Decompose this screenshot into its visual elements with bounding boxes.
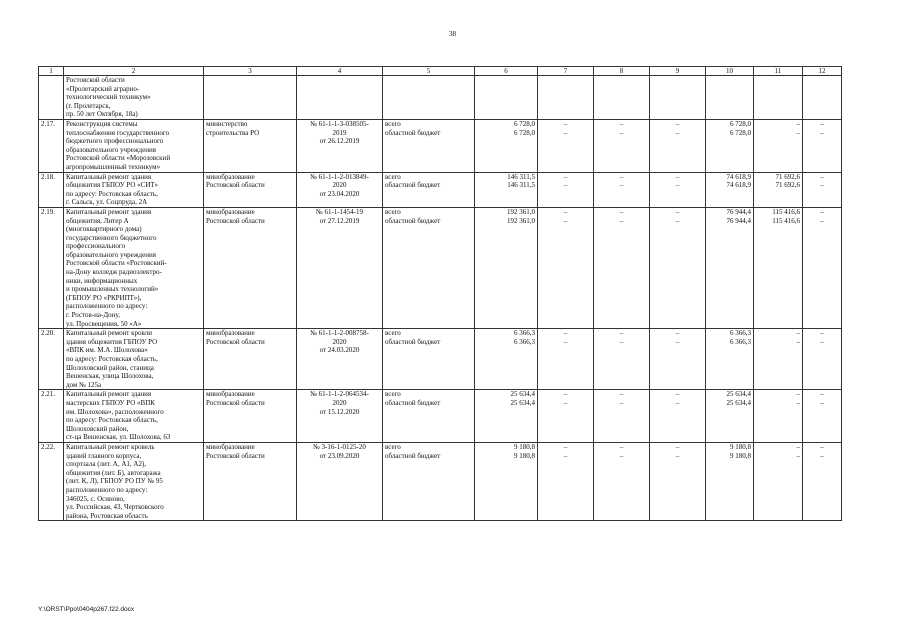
cell-line: технологический техникум» — [66, 93, 151, 102]
funding-source-cell — [383, 207, 475, 328]
cell-line: 6 728,0 — [514, 119, 535, 128]
cell-line: – — [675, 442, 680, 451]
cell-line: – — [563, 329, 568, 338]
header-col-4: 4 — [297, 67, 383, 76]
header-col-3: 3 — [204, 67, 297, 76]
cell-line: – — [675, 398, 680, 407]
cell-line: от 24.03.2020 — [319, 346, 360, 355]
table-row — [39, 119, 842, 172]
cell-line: профессионального — [66, 242, 126, 251]
cell-line: 6 366,3 — [730, 337, 751, 346]
amount-col-10-cell — [706, 172, 754, 207]
cell-line: минобразование — [206, 329, 255, 338]
amount-col-10-cell — [706, 119, 754, 172]
cell-line: 9 180,8 — [514, 451, 535, 460]
cell-line: – — [675, 451, 680, 460]
cell-line: – — [796, 119, 800, 128]
file-path-footer: Y:\ORST\Ppo\0404p267.f22.docx — [38, 606, 135, 613]
customer-cell — [204, 390, 297, 443]
cell-line: 2020 — [332, 398, 347, 407]
amount-col-12-cell — [803, 119, 842, 172]
cell-line: – — [820, 181, 824, 190]
amount-col-7-cell — [538, 442, 594, 520]
document-cell — [297, 329, 383, 390]
cell-line: – — [820, 119, 824, 128]
cell-line: – — [796, 442, 800, 451]
cell-line: – — [563, 172, 568, 181]
cell-line: по адресу: Ростовская область, — [66, 416, 158, 425]
cell-line: – — [820, 172, 824, 181]
cell-line: минобразование — [206, 207, 255, 216]
cell-line: – — [619, 181, 624, 190]
cell-line: от 15.12.2020 — [319, 407, 360, 416]
cell-line: 115 416,6 — [772, 207, 800, 216]
cell-line: Шолоховский район, станица — [66, 363, 154, 372]
cell-line: – — [619, 216, 624, 225]
cell-line: 74 618,9 — [726, 172, 751, 181]
cell-line: областной бюджет — [385, 216, 441, 225]
cell-line: – — [796, 451, 800, 460]
cell-line: 2020 — [332, 181, 347, 190]
cell-line: от 27.12.2019 — [319, 216, 360, 225]
amount-col-11-cell — [754, 329, 803, 390]
cell-line: расположенного по адресу: — [66, 302, 148, 311]
cell-line: 146 311,5 — [507, 172, 535, 181]
cell-line: зданий главного корпуса, — [66, 451, 142, 460]
investment-table — [38, 66, 842, 521]
cell-line: от 26.12.2019 — [319, 137, 360, 146]
row-number-cell: 2.19. — [39, 207, 64, 328]
funding-source-cell — [383, 390, 475, 443]
amount-col-8-cell — [594, 390, 650, 443]
cell-line: от 23.09.2020 — [319, 451, 360, 460]
cell-line: 6 366,3 — [514, 337, 535, 346]
header-col-11: 11 — [754, 67, 803, 76]
cell-line: всего — [385, 172, 401, 181]
header-col-7: 7 — [538, 67, 594, 76]
cell-line: Реконструкция системы — [66, 119, 138, 128]
cell-line: Капитальный ремонт кровли — [66, 329, 152, 338]
header-col-12: 12 — [803, 67, 842, 76]
customer-cell — [204, 207, 297, 328]
cell-line: – — [563, 390, 568, 399]
amount-col-9-cell — [650, 442, 706, 520]
cell-line: на-Дону колледж радиоэлектро- — [66, 268, 162, 277]
cell-line: 71 692,6 — [775, 181, 800, 190]
cell-line: № 61-1-1-2-008758- — [310, 329, 369, 338]
cell-line: общежития ГБПОУ РО «СИТ» — [66, 181, 159, 190]
cell-line: № 3-16-1-0125-20 — [313, 442, 366, 451]
customer-cell — [204, 442, 297, 520]
amount-col-12-cell — [803, 172, 842, 207]
cell-line: (ГБПОУ РО «РКРИПТ»), — [66, 293, 142, 302]
cell-line: спортзала (лит. А, А1, А2), — [66, 460, 147, 469]
row-number-cell — [39, 76, 64, 120]
cell-line: пр. 50 лет Октября, 18а) — [66, 110, 138, 119]
amount-col-7-cell — [538, 207, 594, 328]
cell-line: областной бюджет — [385, 181, 441, 190]
cell-line: Капитальный ремонт здания — [66, 172, 152, 181]
cell-line: ст-ца Вешенская, ул. Шолохова, 63 — [66, 433, 171, 442]
cell-line: – — [820, 207, 824, 216]
cell-line: всего — [385, 442, 401, 451]
cell-line: – — [820, 329, 824, 338]
cell-line: – — [675, 337, 680, 346]
cell-line: ул. Просвещения, 50 «А» — [66, 319, 142, 328]
customer-cell — [204, 172, 297, 207]
amount-col-9-cell — [650, 172, 706, 207]
cell-line: 25 634,4 — [510, 390, 535, 399]
cell-line: «Пролетарский аграрно- — [66, 84, 140, 93]
amount-col-11-cell — [754, 442, 803, 520]
funding-source-cell — [383, 442, 475, 520]
amount-col-12-cell — [803, 442, 842, 520]
customer-cell — [204, 119, 297, 172]
cell-line: Вешенская, улица Шолохова, — [66, 372, 154, 381]
amount-col-12-cell — [803, 207, 842, 328]
cell-line: дом № 125а — [66, 380, 102, 389]
cell-line: 76 944,4 — [726, 216, 751, 225]
cell-line: мастерских ГБПОУ РО «ВПК — [66, 398, 155, 407]
amount-col-6-cell — [475, 119, 538, 172]
header-col-9: 9 — [650, 67, 706, 76]
cell-line: 146 311,5 — [507, 181, 535, 190]
document-cell — [297, 442, 383, 520]
cell-line: 6 728,0 — [730, 119, 751, 128]
table-row — [39, 207, 842, 328]
amount-col-11-cell — [754, 119, 803, 172]
cell-line: – — [675, 390, 680, 399]
cell-line: всего — [385, 207, 401, 216]
amount-col-8-cell — [594, 119, 650, 172]
amount-col-7-cell — [538, 76, 594, 120]
page-number: 38 — [449, 30, 456, 38]
cell-line: – — [820, 216, 824, 225]
cell-line: – — [563, 207, 568, 216]
cell-line: 2020 — [332, 337, 347, 346]
cell-line: 9 180,8 — [730, 451, 751, 460]
document-cell — [297, 207, 383, 328]
cell-line: областной бюджет — [385, 398, 441, 407]
amount-col-8-cell — [594, 329, 650, 390]
cell-line: 6 366,3 — [514, 329, 535, 338]
cell-line: – — [563, 119, 568, 128]
amount-col-6-cell — [475, 172, 538, 207]
cell-line: областной бюджет — [385, 337, 441, 346]
cell-line: агропромышленный техникум» — [66, 162, 161, 171]
object-name-cell — [64, 207, 204, 328]
cell-line: – — [619, 398, 624, 407]
cell-line: минобразование — [206, 442, 255, 451]
row-number-cell: 2.20. — [39, 329, 64, 390]
cell-line: Капитальный ремонт здания — [66, 207, 152, 216]
amount-col-7-cell — [538, 390, 594, 443]
header-col-6: 6 — [475, 67, 538, 76]
cell-line: по адресу: Ростовская область, — [66, 189, 158, 198]
cell-line: № 61-1-1-2-064534- — [310, 390, 369, 399]
cell-line: (лит. К, Л), ГБПОУ РО ПУ № 95 — [66, 477, 163, 486]
amount-col-8-cell — [594, 172, 650, 207]
header-row — [39, 67, 842, 76]
cell-line: общежития (лит. Б), автогаража — [66, 468, 161, 477]
amount-col-8-cell — [594, 207, 650, 328]
document-cell — [297, 172, 383, 207]
table-row — [39, 442, 842, 520]
funding-source-cell — [383, 76, 475, 120]
table-row — [39, 390, 842, 443]
amount-col-6-cell — [475, 390, 538, 443]
cell-line: – — [563, 128, 568, 137]
cell-line: строительства РО — [206, 128, 260, 137]
cell-line: и промышленных технологий» — [66, 285, 159, 294]
cell-line: бюджетного профессионального — [66, 137, 164, 146]
row-number-cell: 2.17. — [39, 119, 64, 172]
cell-line: ул. Российская, 43, Чертковского — [66, 503, 164, 512]
cell-line: – — [796, 337, 800, 346]
amount-col-9-cell — [650, 207, 706, 328]
cell-line: г. Ростов-на-Дону, — [66, 311, 120, 320]
cell-line: – — [563, 337, 568, 346]
cell-line: от 23.04.2020 — [319, 189, 360, 198]
header-col-8: 8 — [594, 67, 650, 76]
table-row — [39, 76, 842, 120]
cell-line: – — [619, 390, 624, 399]
cell-line: – — [796, 329, 800, 338]
cell-line: района, Ростовская область — [66, 511, 148, 520]
cell-line: 74 618,9 — [726, 181, 751, 190]
cell-line: Капитальный ремонт кровель — [66, 442, 155, 451]
cell-line: образовательного учреждения — [66, 145, 156, 154]
object-name-cell — [64, 172, 204, 207]
cell-line: – — [675, 172, 680, 181]
document-cell — [297, 390, 383, 443]
cell-line: – — [563, 398, 568, 407]
cell-line: – — [796, 390, 800, 399]
cell-line: всего — [385, 329, 401, 338]
row-number-cell: 2.22. — [39, 442, 64, 520]
cell-line: 346025, с. Осиново, — [66, 494, 125, 503]
cell-line: государственного бюджетного — [66, 233, 157, 242]
cell-line: ники, информационных — [66, 276, 138, 285]
cell-line: 6 728,0 — [730, 128, 751, 137]
cell-line: – — [675, 207, 680, 216]
amount-col-12-cell — [803, 76, 842, 120]
cell-line: – — [675, 181, 680, 190]
cell-line: всего — [385, 390, 401, 399]
amount-col-12-cell — [803, 329, 842, 390]
cell-line: Ростовской области «Морозовский — [66, 154, 171, 163]
row-number-cell: 2.18. — [39, 172, 64, 207]
cell-line: Ростовской области — [206, 181, 265, 190]
cell-line: министерство — [206, 119, 248, 128]
cell-line: – — [820, 128, 824, 137]
amount-col-10-cell — [706, 76, 754, 120]
cell-line: Капитальный ремонт здания — [66, 390, 152, 399]
cell-line: – — [619, 172, 624, 181]
cell-line: минобразование — [206, 390, 255, 399]
cell-line: 192 361,0 — [507, 216, 535, 225]
cell-line: – — [820, 398, 824, 407]
cell-line: – — [675, 119, 680, 128]
cell-line: г. Сальск, ул. Соцпруда, 2А — [66, 198, 148, 207]
cell-line: 115 416,6 — [772, 216, 800, 225]
document-cell — [297, 119, 383, 172]
cell-line: – — [563, 442, 568, 451]
cell-line: 6 728,0 — [514, 128, 535, 137]
cell-line: – — [619, 451, 624, 460]
amount-col-6-cell — [475, 76, 538, 120]
cell-line: – — [796, 398, 800, 407]
cell-line: «ВПК им. М.А. Шолохова» — [66, 346, 148, 355]
header-col-2: 2 — [64, 67, 204, 76]
amount-col-7-cell — [538, 172, 594, 207]
cell-line: 9 180,8 — [730, 442, 751, 451]
cell-line: – — [675, 216, 680, 225]
amount-col-6-cell — [475, 207, 538, 328]
table-row — [39, 329, 842, 390]
amount-col-7-cell — [538, 119, 594, 172]
cell-line: (г. Пролетарск, — [66, 101, 111, 110]
cell-line: – — [675, 329, 680, 338]
cell-line: минобразование — [206, 172, 255, 181]
cell-line: – — [820, 390, 824, 399]
cell-line: Ростовской области — [206, 216, 265, 225]
amount-col-10-cell — [706, 207, 754, 328]
cell-line: № 61-1-1454-19 — [316, 207, 363, 216]
amount-col-12-cell — [803, 390, 842, 443]
object-name-cell — [64, 390, 204, 443]
cell-line: – — [619, 337, 624, 346]
cell-line: 71 692,6 — [775, 172, 800, 181]
cell-line: всего — [385, 119, 401, 128]
object-name-cell — [64, 119, 204, 172]
cell-line: – — [563, 451, 568, 460]
cell-line: – — [619, 119, 624, 128]
cell-line: общежития, Литер А — [66, 216, 129, 225]
amount-col-8-cell — [594, 76, 650, 120]
cell-line: 9 180,8 — [514, 442, 535, 451]
object-name-cell — [64, 329, 204, 390]
cell-line: 76 944,4 — [726, 207, 751, 216]
amount-col-8-cell — [594, 442, 650, 520]
amount-col-10-cell — [706, 442, 754, 520]
cell-line: Ростовской области — [206, 337, 265, 346]
header-col-5: 5 — [383, 67, 475, 76]
amount-col-6-cell — [475, 442, 538, 520]
amount-col-6-cell — [475, 329, 538, 390]
funding-source-cell — [383, 119, 475, 172]
document-cell — [297, 76, 383, 120]
amount-col-9-cell — [650, 390, 706, 443]
cell-line: – — [563, 181, 568, 190]
object-name-cell — [64, 442, 204, 520]
funding-source-cell — [383, 172, 475, 207]
amount-col-9-cell — [650, 76, 706, 120]
cell-line: по адресу: Ростовская область, — [66, 355, 158, 363]
cell-line: – — [820, 451, 824, 460]
cell-line: № 61-1-1-3-038505- — [310, 119, 369, 128]
cell-line: областной бюджет — [385, 128, 441, 137]
cell-line: – — [563, 216, 568, 225]
cell-line: 192 361,0 — [507, 207, 535, 216]
cell-line: 25 634,4 — [510, 398, 535, 407]
object-name-cell — [64, 76, 204, 120]
cell-line: 25 634,4 — [726, 390, 751, 399]
customer-cell — [204, 329, 297, 390]
cell-line: – — [820, 337, 824, 346]
cell-line: 6 366,3 — [730, 329, 751, 338]
cell-line: – — [619, 442, 624, 451]
table-row — [39, 172, 842, 207]
header-col-10: 10 — [706, 67, 754, 76]
customer-cell — [204, 76, 297, 120]
amount-col-10-cell — [706, 329, 754, 390]
cell-line: Ростовской области — [66, 76, 125, 84]
cell-line: Ростовской области — [206, 451, 265, 460]
amount-col-7-cell — [538, 329, 594, 390]
cell-line: – — [619, 128, 624, 137]
cell-line: областной бюджет — [385, 451, 441, 460]
cell-line: теплоснабжения государственного — [66, 128, 170, 137]
row-number-cell: 2.21. — [39, 390, 64, 443]
amount-col-10-cell — [706, 390, 754, 443]
cell-line: – — [619, 329, 624, 338]
amount-col-9-cell — [650, 329, 706, 390]
cell-line: – — [675, 128, 680, 137]
amount-col-11-cell — [754, 207, 803, 328]
cell-line: Ростовской области — [206, 398, 265, 407]
cell-line: здания общежития ГБПОУ РО — [66, 337, 158, 346]
cell-line: им. Шолохова», расположенного — [66, 407, 164, 416]
cell-line: 2019 — [332, 128, 347, 137]
header-col-1: 1 — [39, 67, 64, 76]
cell-line: – — [619, 207, 624, 216]
cell-line: образовательного учреждения — [66, 250, 156, 259]
amount-col-11-cell — [754, 172, 803, 207]
funding-source-cell — [383, 329, 475, 390]
amount-col-11-cell — [754, 76, 803, 120]
cell-line: Шолоховский район, — [66, 424, 129, 433]
cell-line: (многоквартирного дома) — [66, 225, 142, 234]
cell-line: Ростовской области «Ростовский- — [66, 259, 167, 268]
cell-line: – — [796, 128, 800, 137]
cell-line: № 61-1-1-2-013849- — [310, 172, 369, 181]
cell-line: – — [820, 442, 824, 451]
cell-line: 25 634,4 — [726, 398, 751, 407]
amount-col-9-cell — [650, 119, 706, 172]
amount-col-11-cell — [754, 390, 803, 443]
cell-line: расположенного по адресу: — [66, 485, 148, 494]
